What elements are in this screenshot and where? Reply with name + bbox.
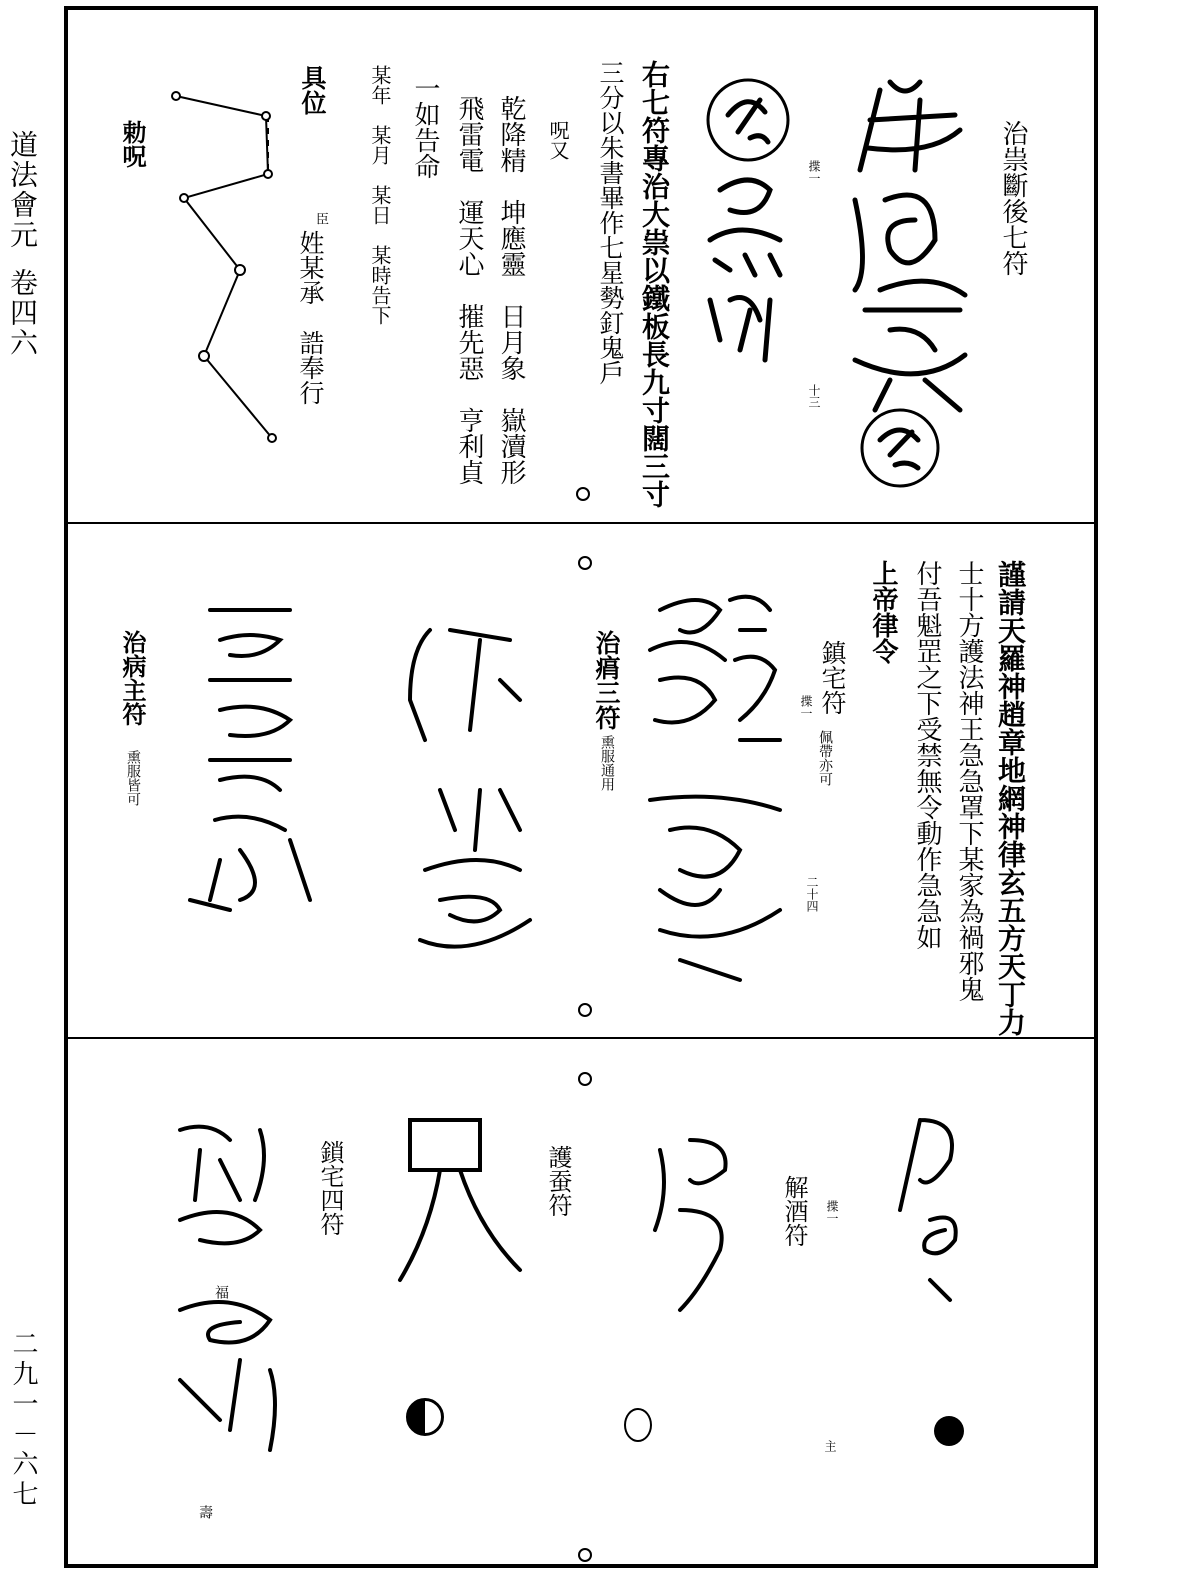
punch-hole-1 [576, 487, 590, 501]
punch-hole-2 [578, 556, 592, 570]
panel2-tag-2: 二十四 [805, 876, 819, 912]
fu-label: 福 [213, 1285, 229, 1299]
book-title: 道法會元 [6, 130, 39, 250]
incant-line-1: 乾降精 坤應靈 日月象 嶽瀆形 [496, 95, 526, 485]
invocation-line-3: 付吾魁罡之下受禁無令動作急急如 [912, 560, 942, 950]
page-number: 二九一－六七 [8, 1330, 38, 1510]
hucan-title: 護蚕符 [544, 1145, 572, 1217]
decree-line: 姓某承 誥奉行 [296, 230, 325, 405]
invocation-line-2: 士十方護法神王急急罩下某家為禍邪鬼 [954, 560, 984, 1002]
open-circle-icon [624, 1408, 652, 1442]
panel1-tag-2: 十三 [807, 384, 821, 408]
invocation-line-1: 謹請天羅神趙章地網神律玄五方天丁力 [994, 560, 1027, 1036]
panel1-colophon-1: 右七符專治大祟以鐵板長九寸闊三寸 [638, 60, 671, 508]
seven-stars-diagram [160, 80, 290, 460]
zhibing-title: 治病主符 [118, 630, 147, 726]
signature-line: 某年 某月 某日 某時告下 [368, 65, 392, 325]
punch-hole-5 [578, 1548, 592, 1562]
panel2-tag-1: 揲一 [799, 695, 813, 719]
jiejiu-title: 解酒符 [780, 1175, 808, 1247]
panel3-tag-2: 主 [823, 1440, 837, 1452]
incant-header: 呪又 [546, 120, 570, 160]
rank-label: 具位 [298, 65, 327, 115]
talisman-glyphs-panel2 [180, 570, 800, 1030]
zhibing-note: 熏服皆可 [125, 750, 141, 806]
invocation-line-4: 上帝律令 [868, 560, 898, 664]
incant-line-2: 飛雷電 運天心 摧先惡 亨利貞 [454, 95, 484, 485]
punch-hole-3 [578, 1003, 592, 1017]
zhenzhai-note: 佩帶亦可 [817, 730, 833, 786]
panel1-tag-1: 揲一 [807, 160, 821, 184]
panel-divider-2 [66, 1037, 1096, 1039]
zhiwu-title: 治㾓三符 [592, 630, 621, 730]
talisman-glyphs-panel1 [690, 60, 990, 510]
zhiwu-note: 熏服通用 [599, 735, 615, 791]
panel1-title: 治祟斷後七符 [998, 120, 1028, 276]
filled-seal-icon [934, 1416, 964, 1446]
panel-divider-1 [66, 522, 1096, 524]
incant-line-3: 一如告命 [410, 75, 440, 179]
suozhai-title: 鎖宅四符 [316, 1140, 344, 1236]
volume-label: 卷四六 [6, 268, 39, 358]
zhenzhai-title: 鎮宅符 [818, 640, 847, 715]
subject-label: 臣 [313, 212, 328, 225]
stars-label: 勅呪 [118, 120, 147, 168]
panel1-colophon-2: 三分以朱書畢作七星勢釘鬼戶 [596, 60, 625, 385]
punch-hole-4 [578, 1072, 592, 1086]
shou-label: 壽 [197, 1505, 213, 1519]
yinyang-icon [406, 1398, 444, 1436]
panel3-tag: 揲一 [825, 1200, 839, 1224]
